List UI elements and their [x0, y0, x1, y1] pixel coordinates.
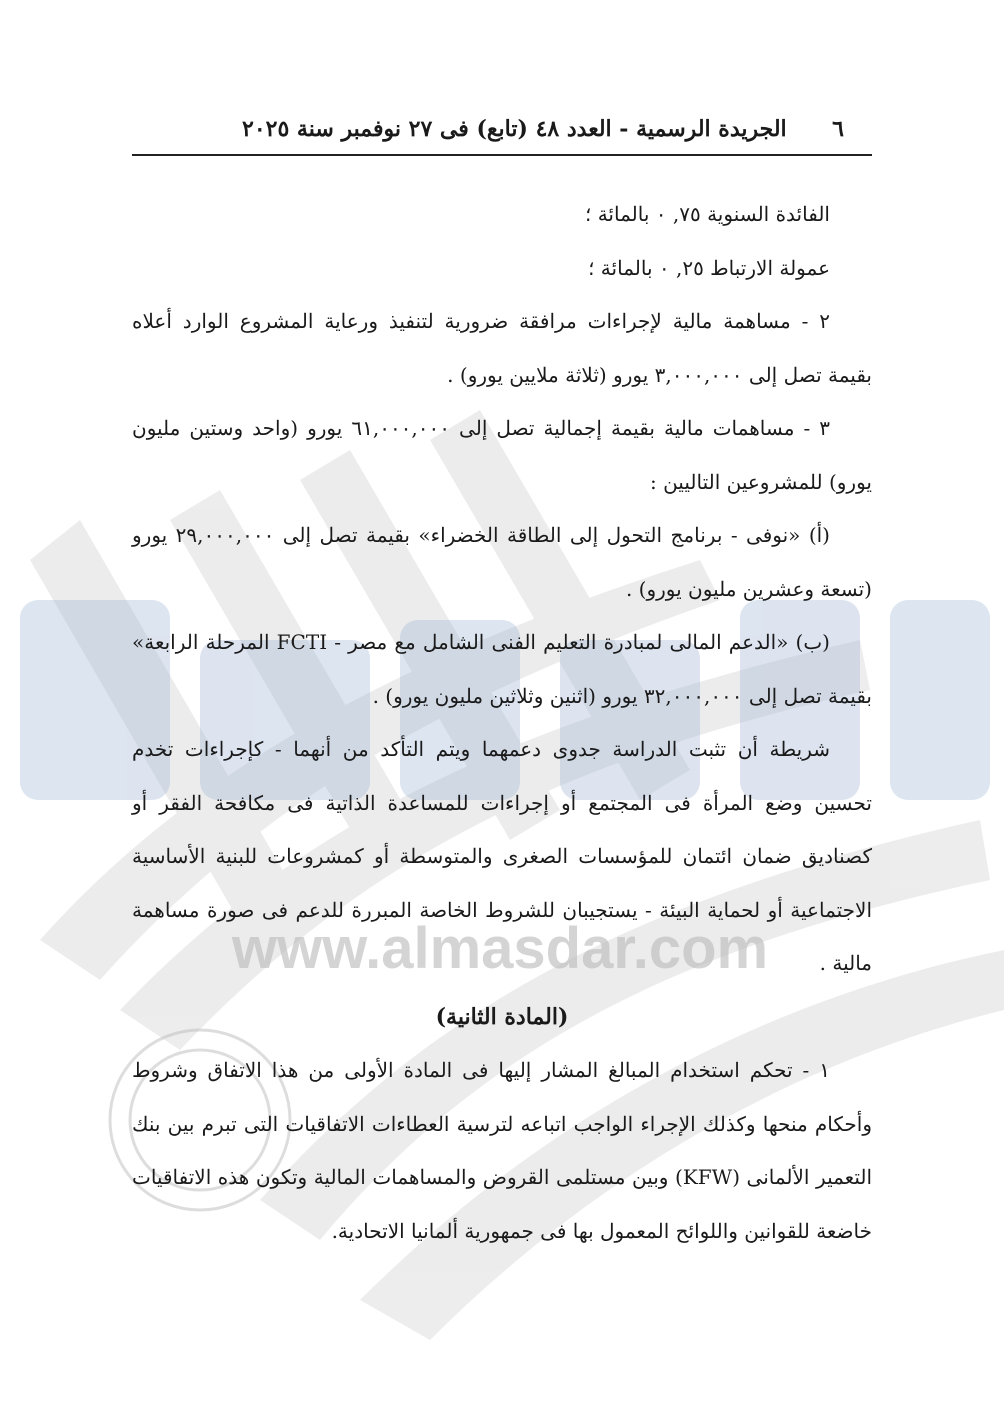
paragraph-item-3: ٣ - مساهمات مالية بقيمة إجمالية تصل إلى ٦١,٠٠٠,٠٠٠ يورو (واحد وستين مليون يورو) للمشروعين التاليين : — [132, 416, 872, 494]
paragraph-item-a: (أ) «نوفى - برنامج التحول إلى الطاقة الخضراء» بقيمة تصل إلى ٢٩,٠٠٠,٠٠٠ يورو (تسعة وعشرين مليون يورو) . — [132, 523, 872, 601]
paragraph-conditions: شريطة أن تثبت الدراسة جدوى دعمهما ويتم التأكد من أنهما - كإجراءات تخدم تحسين وضع المرأة فى المجتمع أو إجراءات للمساعدة الذاتية فى مكافحة الفقر أو كصناديق ضمان ائتمان للمؤسسات الصغرى والمتوسطة أو كمشروعات للبنية الأساسية الاجتماعية أو لحماية البيئة - يستجيبان للشروط الخاصة المبررة للدعم فى صورة مساهمة مالية . — [132, 737, 872, 975]
paragraph-annual-interest: الفائدة السنوية ٧٥, ٠ بالمائة ؛ — [584, 202, 830, 226]
page-number: ٦ — [832, 116, 844, 142]
document-body — [132, 188, 872, 1258]
page-header — [132, 112, 872, 156]
paragraph-item-2: ٢ - مساهمة مالية لإجراءات مرافقة ضرورية لتنفيذ ورعاية المشروع الوارد أعلاه بقيمة تصل إلى ٣,٠٠٠,٠٠٠ يورو (ثلاثة ملايين يورو) . — [132, 309, 872, 387]
section-title-article-2: (المادة الثانية) — [435, 1003, 569, 1030]
paragraph-item-b: (ب) «الدعم المالى لمبادرة التعليم الفنى الشامل مع مصر - FCTI المرحلة الرابعة» بقيمة تصل إلى ٣٢,٠٠٠,٠٠٠ يورو (اثنين وثلاثين مليون يورو) . — [132, 630, 872, 708]
gazette-title: الجريدة الرسمية - العدد ٤٨ (تابع) فى ٢٧ نوفمبر سنة ٢٠٢٥ — [242, 116, 787, 142]
paragraph-commitment-fee: عمولة الارتباط ٢٥, ٠ بالمائة ؛ — [588, 255, 830, 280]
watermark-url: www.almasdar.com — [231, 916, 769, 981]
paragraph-article-2-item-1: ١ - تحكم استخدام المبالغ المشار إليها فى المادة الأولى من هذا الاتفاق وشروط وأحكام منحها وكذلك الإجراء الواجب اتباعه لترسية العطاءات الاتفاقيات التى تبرم بين بنك التعمير الألمانى (KFW) وبين مستلمى القروض والمساهمات المالية وتكون هذه الاتفاقيات خاضعة للقوانين واللوائح المعمول بها فى جمهورية ألمانيا الاتحادية. — [132, 1058, 872, 1243]
